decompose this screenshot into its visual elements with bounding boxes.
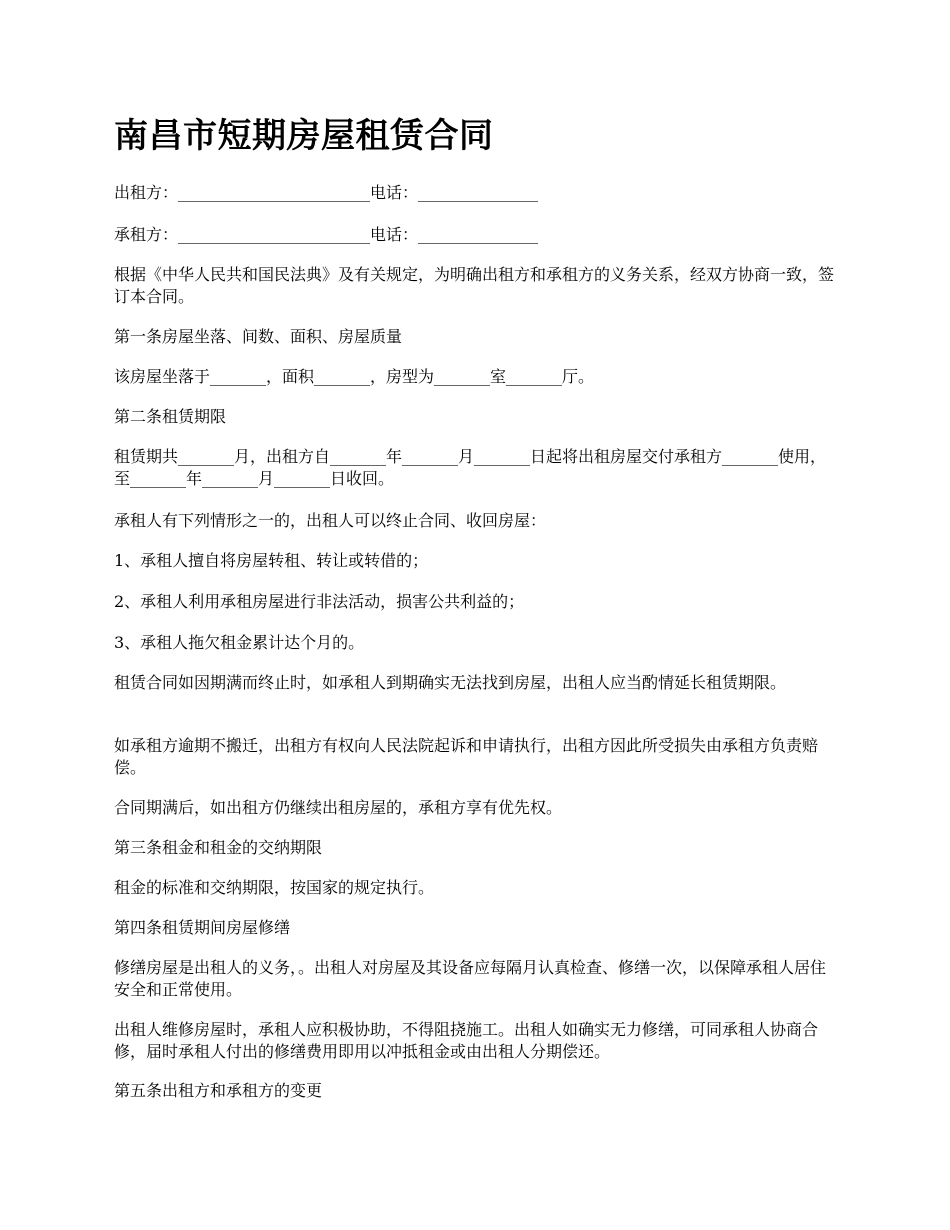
article-1-heading: 第一条房屋坐落、间数、面积、房屋质量 [114, 327, 403, 346]
repair-cooperation-paragraph: 出租人维修房屋时，承租人应积极协助，不得阻挠施工。出租人如确实无力修缮，可同承租人协商合修，届时承租人付出的修缮费用即用以冲抵租金或由出租人分期偿还。 [114, 1020, 819, 1061]
document-title: 南昌市短期房屋租赁合同 [114, 116, 494, 156]
priority-right-paragraph: 合同期满后，如出租方仍继续出租房屋的，承租方享有优先权。 [114, 798, 563, 817]
article-3-heading: 第三条租金和租金的交纳期限 [114, 838, 323, 857]
overdue-eviction-paragraph: 如承租方逾期不搬迁，出租方有权向人民法院起诉和申请执行，出租方因此所受损失由承租方负责赔偿。 [114, 736, 819, 777]
property-location-paragraph: 该房屋坐落于_______，面积_______，房型为_______室_______厅。 [114, 367, 595, 386]
preamble-paragraph: 根据《中华人民共和国民法典》及有关规定，为明确出租方和承租方的义务关系，经双方协商一致，签订本合同。 [114, 265, 835, 306]
lease-term-paragraph: 租赁期共_______月，出租方自_______年_______月_______日起将出租房屋交付承租方_______使用，至_______年_______月_______日收回。 [114, 447, 827, 488]
termination-intro-paragraph: 承租人有下列情形之一的，出租人可以终止合同、收回房屋： [114, 511, 547, 530]
lessee-line: 承租方：________________________电话：_______________ [114, 225, 539, 244]
termination-item-2: 2、承租人利用承租房屋进行非法活动，损害公共利益的； [114, 592, 525, 611]
lessor-line: 出租方：________________________电话：_______________ [114, 183, 539, 202]
termination-item-3: 3、承租人拖欠租金累计达个月的。 [114, 633, 365, 652]
article-5-heading: 第五条出租方和承租方的变更 [114, 1081, 323, 1100]
termination-item-1: 1、承租人擅自将房屋转租、转让或转借的； [114, 551, 429, 570]
article-4-heading: 第四条租赁期间房屋修缮 [114, 918, 291, 937]
repair-obligation-paragraph: 修缮房屋是出租人的义务，。出租人对房屋及其设备应每隔月认真检查、修缮一次，以保障承租人居住安全和正常使用。 [114, 958, 827, 999]
rent-standard-paragraph: 租金的标准和交纳期限，按国家的规定执行。 [114, 878, 435, 897]
article-2-heading: 第二条租赁期限 [114, 407, 227, 426]
lease-extension-paragraph: 租赁合同如因期满而终止时，如承租人到期确实无法找到房屋，出租人应当酌情延长租赁期限。 [114, 673, 787, 692]
